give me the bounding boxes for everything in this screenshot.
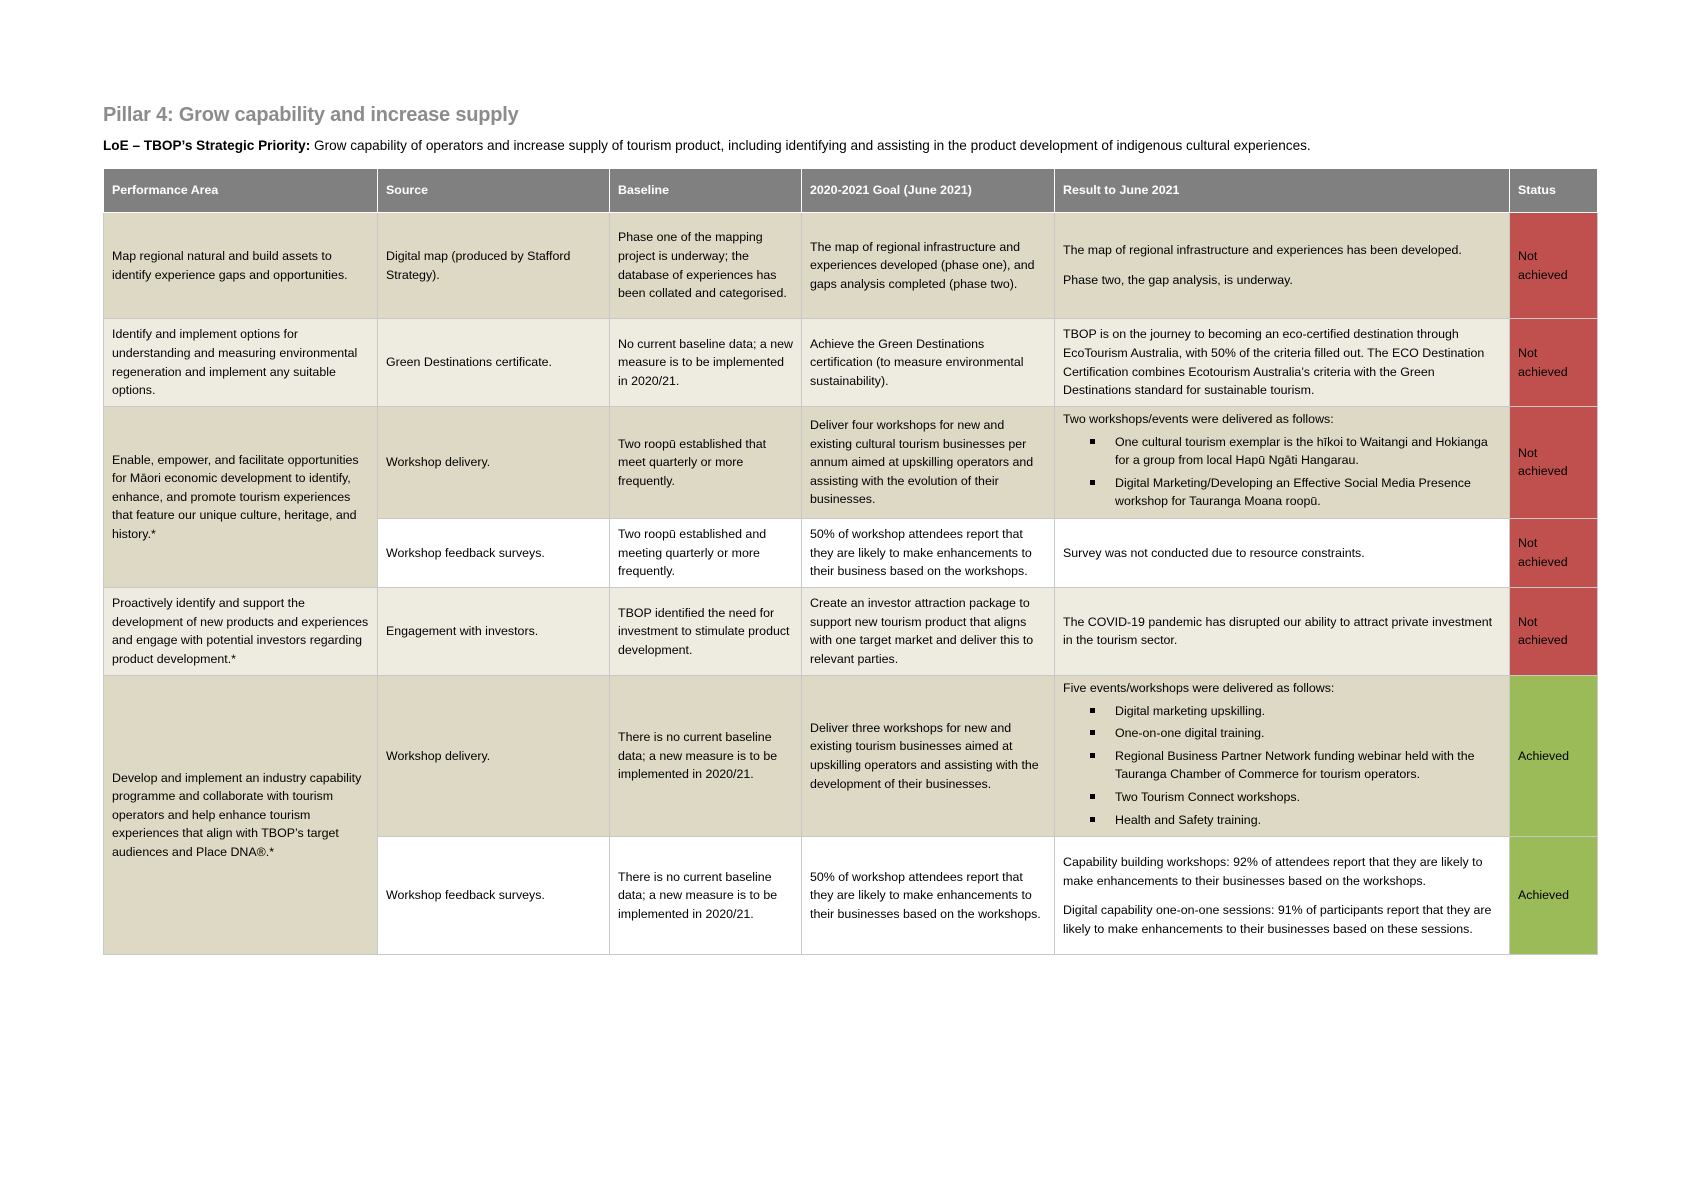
- result-paragraph: Capability building workshops: 92% of attendees report that they are likely to make enhancements to their businesses based on the workshops.: [1063, 854, 1483, 888]
- cell-performance-area: Map regional natural and build assets to identify experience gaps and opportunities.: [104, 213, 378, 319]
- cell-goal: Deliver three workshops for new and existing tourism businesses aimed at upskilling operators and assisting with the development of their businesses.: [802, 675, 1055, 836]
- header-result: Result to June 2021: [1055, 169, 1510, 213]
- cell-result: [1055, 407, 1510, 519]
- status-badge: Not achieved: [1510, 407, 1598, 519]
- cell-source: Workshop delivery.: [378, 675, 610, 836]
- status-badge: Not achieved: [1510, 319, 1598, 407]
- cell-source: Workshop feedback surveys.: [378, 837, 610, 955]
- cell-result: [1055, 837, 1510, 955]
- cell-baseline: Two roopū established that meet quarterly or more frequently.: [610, 407, 802, 519]
- status-badge: Not achieved: [1510, 213, 1598, 319]
- table-row: [104, 407, 1598, 519]
- status-badge: Not achieved: [1510, 518, 1598, 587]
- cell-performance-area: Proactively identify and support the development of new products and experiences and engage with potential investors regarding product development.*: [104, 587, 378, 675]
- loe-label: LoE – TBOP’s Strategic Priority:: [103, 138, 311, 153]
- result-paragraph: Digital capability one-on-one sessions: 91% of participants report that they are likely to make enhancements to their businesses based on these sessions.: [1063, 903, 1492, 936]
- cell-source: Workshop delivery.: [378, 407, 610, 519]
- cell-goal: 50% of workshop attendees report that they are likely to make enhancements to their business based on the workshops.: [802, 518, 1055, 587]
- cell-performance-area: Develop and implement an industry capability programme and collaborate with tourism operators and help enhance tourism experiences that align with TBOP’s target audiences and Place DNA®.*: [104, 675, 378, 954]
- header-goal: 2020-2021 Goal (June 2021): [802, 169, 1055, 213]
- cell-result: Survey was not conducted due to resource constraints.: [1055, 518, 1510, 587]
- result-paragraph: The map of regional infrastructure and experiences has been developed.: [1063, 243, 1462, 258]
- header-baseline: Baseline: [610, 169, 802, 213]
- list-item: One cultural tourism exemplar is the hīkoi to Waitangi and Hokianga for a group from local Hapū Ngāti Hangarau.: [1115, 433, 1501, 470]
- cell-goal: The map of regional infrastructure and experiences developed (phase one), and gaps analysis completed (phase two).: [802, 213, 1055, 319]
- cell-baseline: Two roopū established and meeting quarterly or more frequently.: [610, 518, 802, 587]
- cell-performance-area: Enable, empower, and facilitate opportunities for Māori economic development to identify, enhance, and promote tourism experiences that feature our unique culture, heritage, and history.*: [104, 407, 378, 588]
- cell-baseline: Phase one of the mapping project is underway; the database of experiences has been collated and categorised.: [610, 213, 802, 319]
- cell-source: Digital map (produced by Stafford Strategy).: [378, 213, 610, 319]
- cell-source: Workshop feedback surveys.: [378, 518, 610, 587]
- result-intro: Five events/workshops were delivered as follows:: [1063, 680, 1335, 695]
- list-item: Regional Business Partner Network funding webinar held with the Tauranga Chamber of Commerce for tourism operators.: [1115, 747, 1501, 784]
- cell-baseline: There is no current baseline data; a new measure is to be implemented in 2020/21.: [610, 837, 802, 955]
- result-paragraph: Phase two, the gap analysis, is underway.: [1063, 273, 1293, 287]
- list-item: One-on-one digital training.: [1115, 724, 1501, 743]
- cell-baseline: No current baseline data; a new measure is to be implemented in 2020/21.: [610, 319, 802, 407]
- cell-result: The COVID-19 pandemic has disrupted our ability to attract private investment in the tourism sector.: [1055, 587, 1510, 675]
- status-badge: Achieved: [1510, 675, 1598, 836]
- table-row: [104, 213, 1598, 319]
- cell-baseline: There is no current baseline data; a new measure is to be implemented in 2020/21.: [610, 675, 802, 836]
- list-item: Health and Safety training.: [1115, 811, 1501, 830]
- cell-goal: 50% of workshop attendees report that they are likely to make enhancements to their businesses based on the workshops.: [802, 837, 1055, 955]
- loe-text: Grow capability of operators and increase supply of tourism product, including identifying and assisting in the product development of indigenous cultural experiences.: [310, 138, 1311, 153]
- table-header-row: [104, 169, 1598, 213]
- result-list: [1063, 433, 1501, 511]
- page-title: Pillar 4: Grow capability and increase supply: [103, 104, 519, 126]
- table-row: [104, 587, 1598, 675]
- cell-source: Green Destinations certificate.: [378, 319, 610, 407]
- status-badge: Achieved: [1510, 837, 1598, 955]
- header-source: Source: [378, 169, 610, 213]
- list-item: Digital Marketing/Developing an Effective Social Media Presence workshop for Tauranga Moana roopū.: [1115, 474, 1501, 511]
- cell-result: [1055, 213, 1510, 319]
- loe-statement: [103, 138, 1311, 153]
- cell-performance-area: Identify and implement options for understanding and measuring environmental regeneration and implement any suitable options.: [104, 319, 378, 407]
- list-item: Two Tourism Connect workshops.: [1115, 788, 1501, 807]
- table-row: [104, 319, 1598, 407]
- cell-result: [1055, 675, 1510, 836]
- header-performance-area: Performance Area: [104, 169, 378, 213]
- cell-baseline: TBOP identified the need for investment to stimulate product development.: [610, 587, 802, 675]
- cell-goal: Deliver four workshops for new and existing cultural tourism businesses per annum aimed at upskilling operators and assisting with the evolution of their businesses.: [802, 407, 1055, 519]
- cell-goal: Create an investor attraction package to support new tourism product that aligns with one target market and deliver this to relevant parties.: [802, 587, 1055, 675]
- table-row: [104, 675, 1598, 836]
- result-intro: Two workshops/events were delivered as follows:: [1063, 412, 1334, 426]
- result-list: [1063, 702, 1501, 830]
- cell-goal: Achieve the Green Destinations certification (to measure environmental sustainability).: [802, 319, 1055, 407]
- list-item: Digital marketing upskilling.: [1115, 702, 1501, 721]
- header-status: Status: [1510, 169, 1598, 213]
- cell-result: TBOP is on the journey to becoming an eco-certified destination through EcoTourism Australia, with 50% of the criteria filled out. The ECO Destination Certification combines Ecotourism Australia’s criteria with the Green Destinations standard for sustainable tourism.: [1055, 319, 1510, 407]
- cell-source: Engagement with investors.: [378, 587, 610, 675]
- performance-table: [103, 169, 1598, 955]
- status-badge: Not achieved: [1510, 587, 1598, 675]
